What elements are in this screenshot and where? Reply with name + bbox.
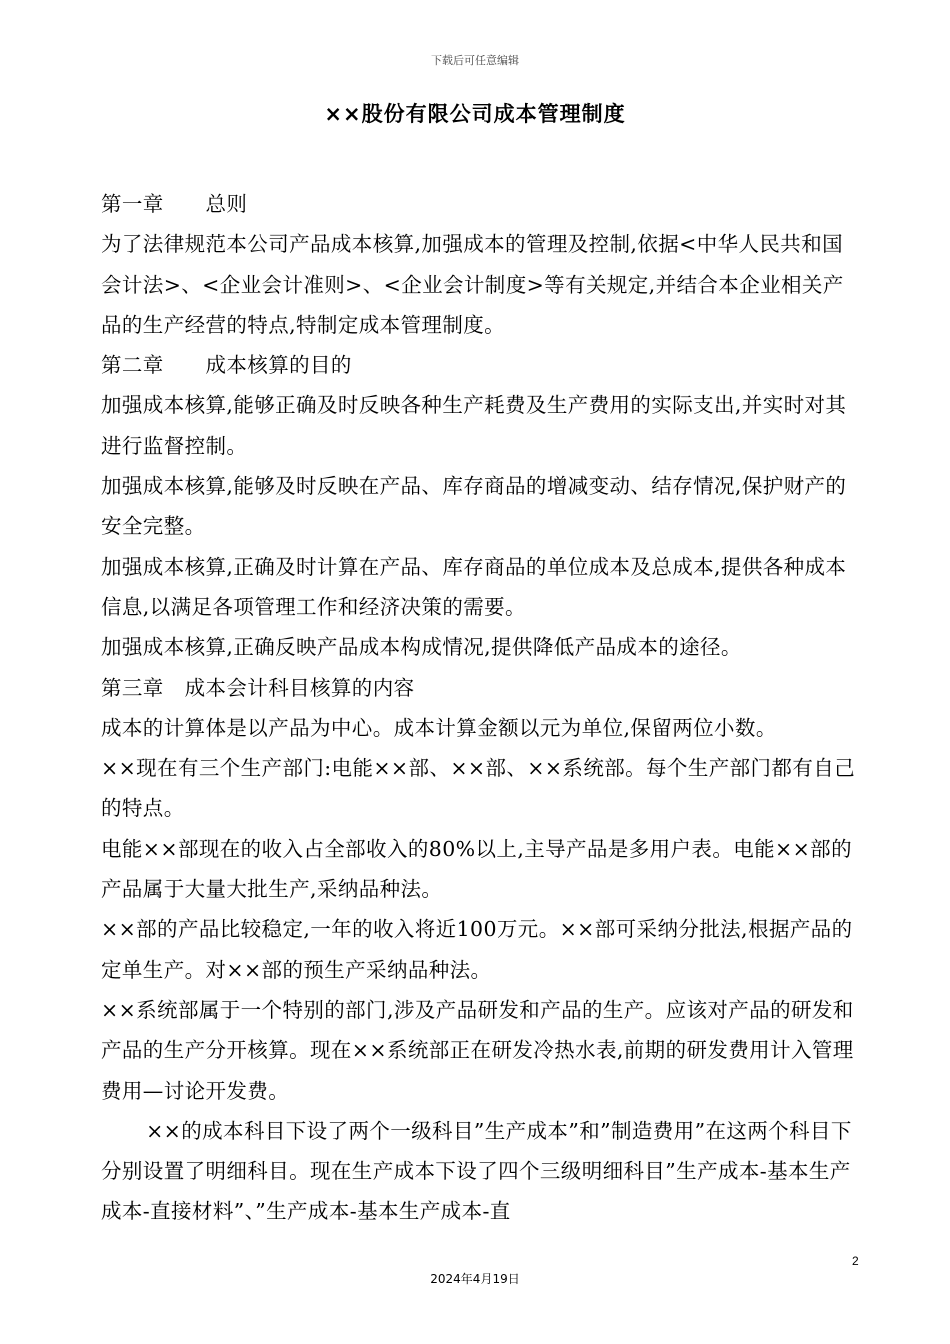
page-number: 2 — [852, 1254, 859, 1268]
paragraph-indented: ××的成本科目下设了两个一级科目”生产成本”和”制造费用”在这两个科目下分别设置了明细科目。现在生产成本下设了四个三级明细科目”生产成本-基本生产成本-直接材料”、”生产成本-基本生产成本-直 — [101, 1118, 852, 1224]
paragraph: ××部的产品比较稳定,一年的收入将近100万元。××部可采纳分批法,根据产品的定单生产。对××部的预生产采纳品种法。 — [101, 917, 853, 982]
document-body — [101, 184, 863, 1232]
chapter-2-heading: 第二章 成本核算的目的 — [101, 353, 352, 378]
paragraph: 电能××部现在的收入占全部收入的80%以上,主导产品是多用户表。电能××部的产品属于大量大批生产,采纳品种法。 — [101, 836, 852, 902]
chapter-3-heading: 第三章 成本会计科目核算的内容 — [101, 675, 415, 700]
document-title: ××股份有限公司成本管理制度 — [324, 102, 626, 126]
chapter-1-heading: 第一章 总则 — [101, 192, 248, 216]
footer-date: 2024年4月19日 — [430, 1272, 520, 1286]
paragraph: 加强成本核算,能够及时反映在产品、库存商品的增减变动、结存情况,保护财产的安全完整。 — [101, 474, 847, 539]
paragraph: 为了法律规范本公司产品成本核算,加强成本的管理及控制,依据<中华人民共和国会计法>、<企业会计准则>、<企业会计制度>等有关规定,并结合本企业相关产品的生产经营的特点,特制定成本管理制度。 — [101, 232, 844, 337]
paragraph: 加强成本核算,正确反映产品成本构成情况,提供降低产品成本的途径。 — [101, 635, 742, 660]
paragraph: 加强成本核算,正确及时计算在产品、库存商品的单位成本及总成本,提供各种成本信息,以满足各项管理工作和经济决策的需要。 — [101, 554, 847, 619]
paragraph: ××系统部属于一个特别的部门,涉及产品研发和产品的生产。应该对产品的研发和产品的生产分开核算。现在××系统部正在研发冷热水表,前期的研发费用计入管理费用—讨论开发费。 — [101, 997, 854, 1103]
paragraph: 加强成本核算,能够正确及时反映各种生产耗费及生产费用的实际支出,并实时对其进行监督控制。 — [101, 393, 847, 458]
paragraph: ××现在有三个生产部门:电能××部、××部、××系统部。每个生产部门都有自己的特点。 — [101, 756, 856, 821]
paragraph: 成本的计算体是以产品为中心。成本计算金额以元为单位,保留两位小数。 — [101, 715, 777, 740]
header-note: 下载后可任意编辑 — [431, 54, 519, 67]
